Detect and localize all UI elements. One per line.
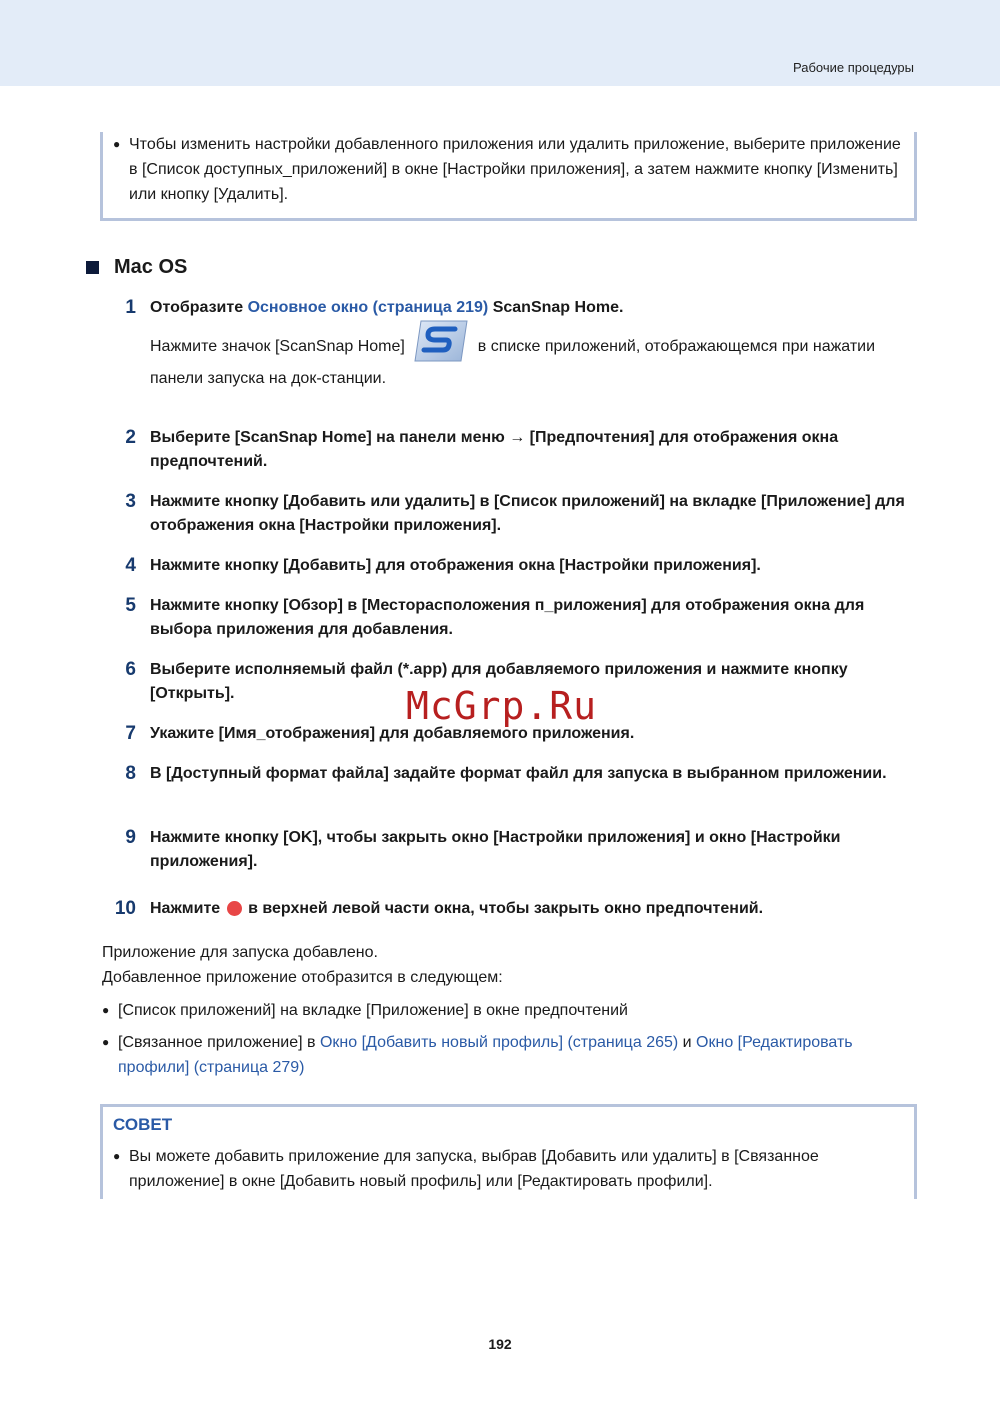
- note-bullet-text: Чтобы изменить настройки добавленного приложения или удалить приложение, выберите приложение в [Список доступных_приложений] в окне [Настройки приложения], а затем нажмите кнопку [Изменить] или кнопку [Удалить].: [129, 136, 901, 203]
- step-text: В [Доступный формат файла] задайте формат файл для запуска в выбранном приложении.: [150, 765, 887, 782]
- step-10: [108, 897, 918, 921]
- list-item: [102, 998, 902, 1023]
- step-number: 7: [125, 723, 136, 744]
- step-number: 5: [125, 595, 136, 616]
- step-text: Нажмите кнопку [Добавить] для отображения окна [Настройки приложения].: [150, 557, 761, 574]
- step-number: 1: [125, 297, 136, 318]
- bullet-icon: ●: [102, 1003, 110, 1017]
- bullet-icon: ●: [113, 137, 121, 151]
- result-line-2: Добавленное приложение отобразится в следующем:: [102, 969, 503, 986]
- step-detail-text: в списке приложений, отображающемся при нажатии панели запуска на док-станции.: [150, 338, 876, 387]
- step-number: 4: [125, 555, 136, 576]
- step-1-detail: [150, 330, 910, 394]
- step-text: Нажмите кнопку [OK], чтобы закрыть окно [Настройки приложения] и окно [Настройки приложения].: [150, 829, 841, 870]
- tip-bullet: [113, 1144, 903, 1194]
- main-window-link[interactable]: Основное окно (страница 219): [247, 299, 489, 316]
- section-label: Рабочие процедуры: [793, 60, 914, 75]
- step-4: [108, 554, 918, 578]
- step-text: [150, 897, 918, 921]
- step-text: [150, 296, 918, 320]
- step-detail-text: Нажмите значок [ScanSnap Home]: [150, 338, 405, 356]
- step-text-part: в верхней левой части окна, чтобы закрыть окно предпочтений.: [243, 900, 764, 917]
- step-text-part: Отобразите: [150, 299, 248, 316]
- list-item-text-part: [Связанное приложение] в: [118, 1034, 320, 1051]
- page-number: 192: [488, 1336, 512, 1352]
- step-text: Нажмите кнопку [Добавить или удалить] в [Список приложений] на вкладке [Приложение] для отображения окна [Настройки приложения].: [150, 493, 905, 534]
- step-text: Выберите [ScanSnap Home] на панели меню → [Предпочтения] для отображения окна предпочтений.: [150, 429, 839, 470]
- section-heading: [86, 256, 187, 279]
- step-3: [108, 490, 918, 538]
- step-number: 9: [125, 827, 136, 848]
- bullet-icon: ●: [102, 1035, 110, 1049]
- step-9: [108, 826, 918, 874]
- step-text: Укажите [Имя_отображения] для добавляемого приложения.: [150, 725, 635, 742]
- edit-profiles-window-link[interactable]: Окно [Редактировать профили] (страница 279): [118, 1034, 853, 1076]
- note-bullet: [113, 132, 903, 207]
- watermark: McGrp.Ru: [406, 684, 598, 728]
- tip-box: [100, 1104, 917, 1199]
- add-profile-window-link[interactable]: Окно [Добавить новый профиль] (страница 265): [319, 1034, 679, 1051]
- step-8: [108, 762, 918, 786]
- step-text: Выберите исполняемый файл (*.app) для добавляемого приложения и нажмите кнопку [Открыть].: [150, 661, 848, 702]
- bullet-icon: ●: [113, 1149, 121, 1163]
- list-item-text: [Список приложений] на вкладке [Приложение] в окне предпочтений: [118, 1002, 628, 1019]
- step-2: [108, 426, 918, 474]
- step-number: 10: [114, 898, 136, 919]
- list-item: [102, 1030, 902, 1080]
- step-text-part: Нажмите: [150, 900, 225, 917]
- step-number: 2: [125, 427, 136, 448]
- step-text-part: ScanSnap Home.: [488, 299, 624, 316]
- section-title: Mac OS: [114, 256, 188, 278]
- step-number: 8: [125, 763, 136, 784]
- step-number: 3: [125, 491, 136, 512]
- step-number: 6: [125, 659, 136, 680]
- list-item-text-part: и: [678, 1034, 697, 1051]
- step-text: Нажмите кнопку [Обзор] в [Месторасположения п_риложения] для отображения окна для выбора приложения для добавления.: [150, 597, 865, 638]
- step-5: [108, 594, 918, 642]
- tip-bullet-text: Вы можете добавить приложение для запуска, выбрав [Добавить или удалить] в [Связанное приложение] в окне [Добавить новый профиль] или [Редактировать профили].: [129, 1148, 819, 1190]
- note-box: [100, 132, 917, 221]
- scansnap-home-icon: [413, 318, 469, 364]
- tip-title: СОВЕТ: [113, 1115, 173, 1134]
- list-item-text: [118, 1030, 902, 1080]
- square-bullet-icon: [86, 261, 99, 274]
- close-button-icon: [227, 901, 242, 916]
- result-line-1: Приложение для запуска добавлено.: [102, 944, 378, 961]
- result-list: [102, 998, 902, 1080]
- step-1: [108, 296, 918, 320]
